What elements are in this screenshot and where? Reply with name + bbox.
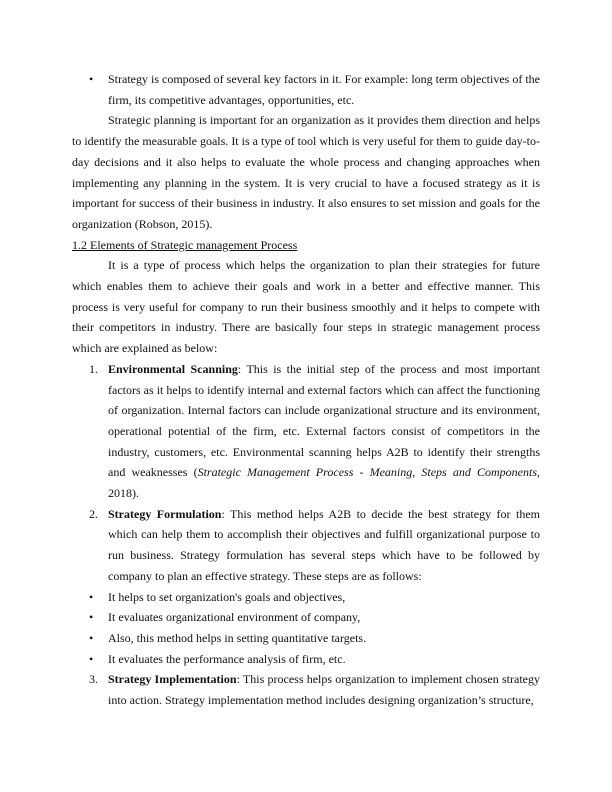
step-text: : This is the initial step of the process and most important factors as it helps to identify internal and external factors which can affect the functioning of organization. Internal factors can include organizational structure and its environment, operational potential of the firm, etc. External factors consist of competitors in the industry, customers, etc. Environmental scanning helps A2B to identify their strengths and weaknesses ( — [108, 361, 540, 480]
step-title: Strategy Formulation — [108, 506, 222, 521]
step-item-2 — [72, 504, 540, 587]
bullet-text: It evaluates the performance analysis of firm, etc. — [108, 651, 346, 666]
paragraph-planning: Strategic planning is important for an organization as it provides them direction and helps to identify the measurable goals. It is a type of tool which is very useful for them to guide day-to-day decisions and it also helps to evaluate the whole process and changing approaches when implementing any planning in the system. It is very crucial to have a focused strategy as it is important for success of their business in industry. It also ensures to set mission and goals for the organization (Robson, 2015). — [72, 113, 540, 231]
bullet-icon: • — [89, 72, 94, 86]
bullet-item — [72, 587, 540, 608]
bullet-text: Strategy is composed of several key factors in it. For example: long term objectives of the firm, its competitive advantages, opportunities, etc. — [108, 72, 540, 107]
step-title: Environmental Scanning — [108, 361, 238, 376]
document-page — [72, 69, 540, 711]
step-item-3 — [72, 669, 540, 710]
citation-title: Strategic Management Process - Meaning, Steps and Components — [197, 465, 537, 480]
step-title: Strategy Implementation — [108, 672, 237, 687]
bullet-icon: • — [89, 589, 94, 604]
bullet-icon: • — [89, 630, 94, 645]
bullet-item — [72, 649, 540, 670]
step-text: : This process helps organization to implement chosen strategy into action. Strategy implementation method includes designing organization’s structure, — [108, 672, 540, 708]
step-text: : This method helps A2B to decide the best strategy for them which can help them to accomplish their objectives and fulfill organizational purpose to run business. Strategy formulation has several steps which have to be followed by company to plan an effective strategy. These steps are as follows: — [108, 506, 540, 583]
section-heading: 1.2 Elements of Strategic management Process — [72, 237, 298, 252]
bullet-icon: • — [89, 610, 94, 625]
bullet-item — [72, 607, 540, 628]
bullet-text: It helps to set organization's goals and objectives, — [108, 589, 346, 604]
step-number: 3. — [89, 672, 98, 687]
step-item-1 — [72, 359, 540, 504]
paragraph-process: It is a type of process which helps the organization to plan their strategies for future which enables them to achieve their goals and work in a better and effective manner. This process is very useful for company to run their business smoothly and it helps to compete with their competitors in industry. There are basically four steps in strategic management process which are explained as below: — [72, 258, 540, 356]
step-number: 1. — [89, 361, 98, 376]
bullet-item — [72, 69, 540, 110]
bullet-icon: • — [89, 651, 94, 666]
bullet-item — [72, 628, 540, 649]
bullet-text: Also, this method helps in setting quantitative targets. — [108, 630, 367, 645]
citation-year: , 2018). — [108, 465, 540, 501]
step-number: 2. — [89, 506, 98, 521]
bullet-text: It evaluates organizational environment of company, — [108, 610, 361, 625]
